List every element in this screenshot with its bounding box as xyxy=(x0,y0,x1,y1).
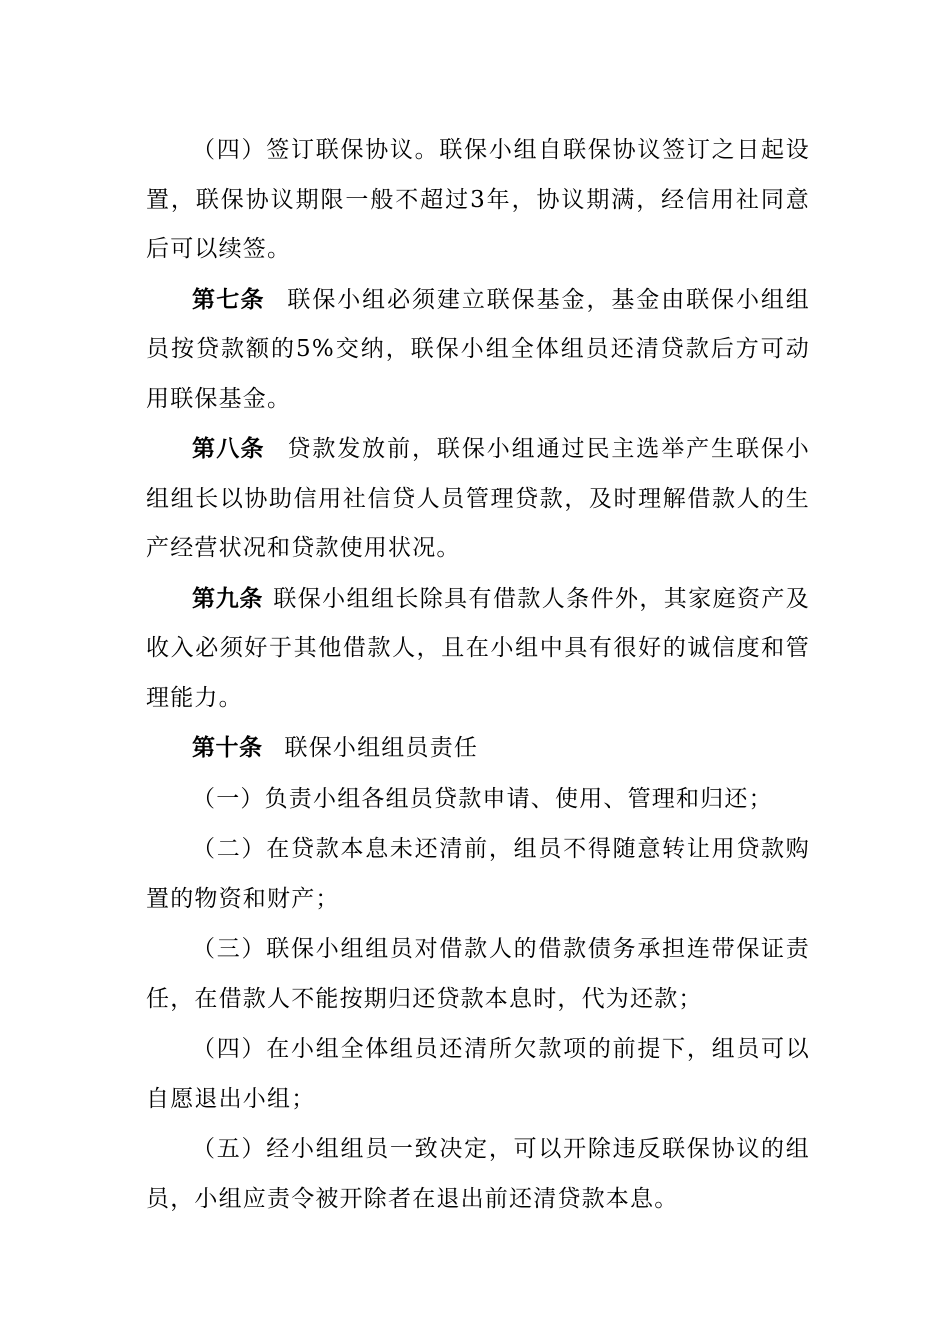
paragraph-text: 联保小组必须建立联保基金，基金由联保小组组员按贷款额的5%交纳，联保小组全体组员还清贷款后方可动用联保基金。 xyxy=(146,286,811,412)
paragraph-item-1 xyxy=(146,775,810,825)
paragraph-article-9 xyxy=(146,575,810,724)
paragraph-article-7 xyxy=(146,276,810,425)
paragraph-article-8 xyxy=(146,425,810,574)
paragraph-item-4 xyxy=(146,1025,810,1124)
article-heading: 第十条 xyxy=(192,735,263,761)
article-heading: 第八条 xyxy=(192,436,265,462)
paragraph-text: （二）在贷款本息未还清前，组员不得随意转让用贷款购置的物资和财产； xyxy=(146,836,810,912)
paragraph-text: （一）负责小组各组员贷款申请、使用、管理和归还； xyxy=(192,785,773,812)
paragraph-text: （三）联保小组组员对借款人的借款债务承担连带保证责任，在借款人不能按期归还贷款本息时，代为还款； xyxy=(146,936,810,1012)
paragraph-item-3 xyxy=(146,925,810,1024)
paragraph-sign-agreement xyxy=(146,126,810,275)
paragraph-article-10 xyxy=(146,724,810,774)
paragraph-item-5 xyxy=(146,1125,810,1224)
paragraph-text: 联保小组组员责任 xyxy=(284,735,479,761)
article-heading: 第七条 xyxy=(192,286,265,313)
article-heading: 第九条 xyxy=(192,585,264,612)
paragraph-text: 贷款发放前，联保小组通过民主选举产生联保小组组长以协助信用社信贷人员管理贷款，及时理解借款人的生产经营状况和贷款使用状况。 xyxy=(146,436,811,561)
paragraph-text: （四）签订联保协议。联保小组自联保协议签订之日起设置，联保协议期限一般不超过3年，协议期满，经信用社同意后可以续签。 xyxy=(146,137,810,262)
paragraph-text: 联保小组组长除具有借款人条件外，其家庭资产及收入必须好于其他借款人，且在小组中具有很好的诚信度和管理能力。 xyxy=(146,585,811,711)
paragraph-text: （四）在小组全体组员还清所欠款项的前提下，组员可以自愿退出小组； xyxy=(146,1036,810,1112)
paragraph-text: （五）经小组组员一致决定，可以开除违反联保协议的组员，小组应责令被开除者在退出前还清贷款本息。 xyxy=(146,1136,810,1212)
paragraph-item-2 xyxy=(146,825,810,924)
document-body xyxy=(146,126,810,1224)
